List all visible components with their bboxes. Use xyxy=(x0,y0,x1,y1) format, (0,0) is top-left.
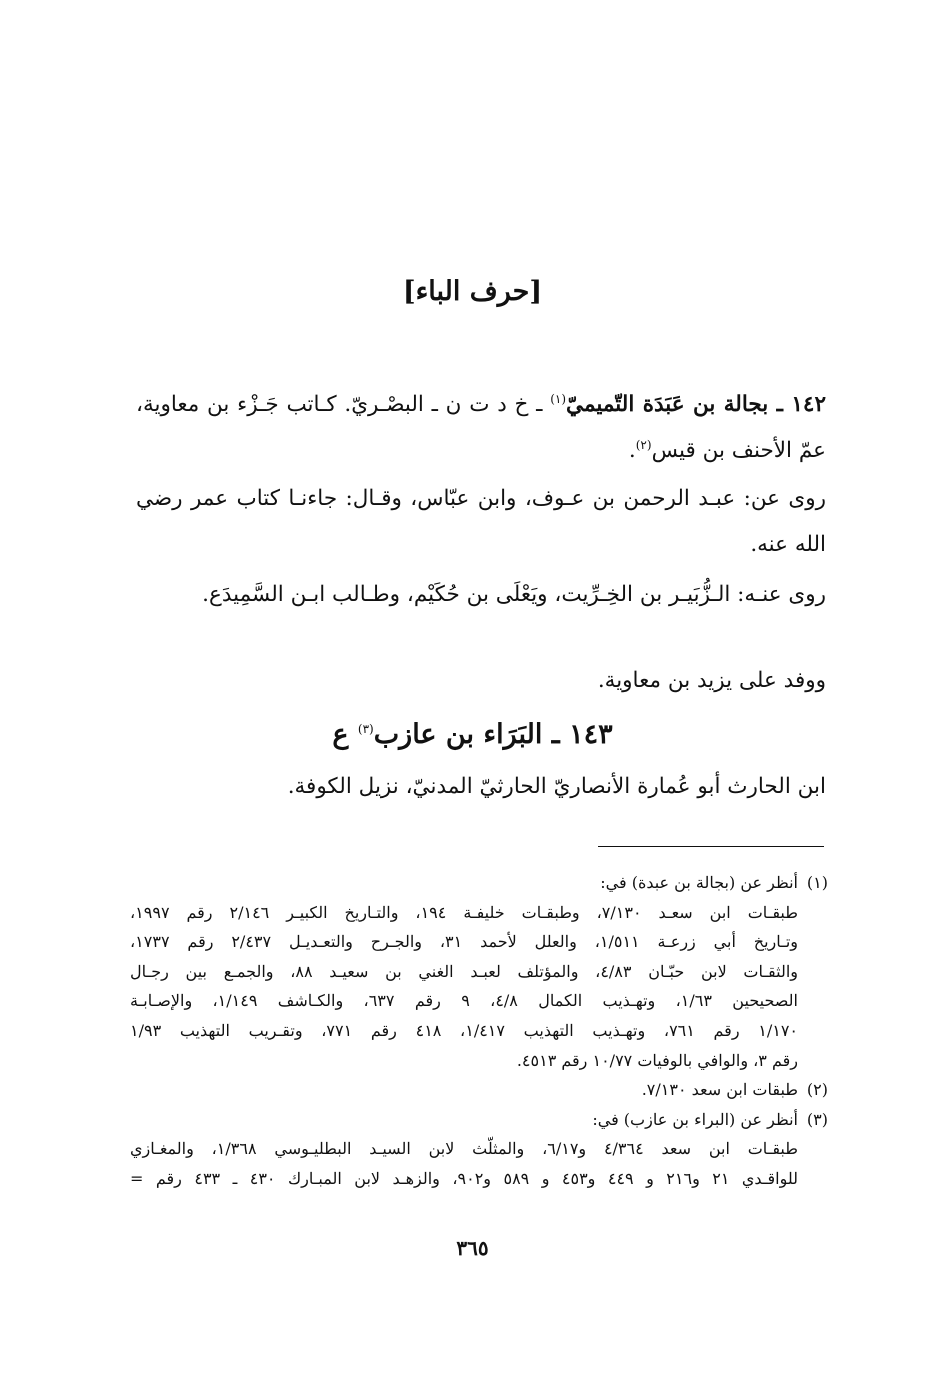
entry-142-intro-end: . xyxy=(628,438,636,463)
entry-143-heading xyxy=(0,712,945,758)
entry-142-narrated-from: روى عن: عبـد الرحمن بن عـوف، وابن عبّاس، وقـال: جاءنـا كتاب عمر رضي الله عنه. xyxy=(136,486,826,557)
footnote-separator xyxy=(598,846,824,847)
footnote-3-line: طبقـات ابن سعد ٤/٣٦٤ و٦/١٧، والمثلّث لابن السيـد البطليـوسي ١/٣٦٨، والمغـازي xyxy=(130,1139,798,1159)
footnote-1-line: رقم ٣، والوافي بالوفيات ١٠/٧٧ رقم ٤٥١٣. xyxy=(516,1050,798,1070)
footnote-1-number: (١) xyxy=(806,873,828,892)
entry-143-title: ١٤٣ ـ البَرَاء بن عازب xyxy=(373,719,613,750)
footnote-marker-1[interactable]: (١) xyxy=(550,391,567,406)
entry-143-siglum: ع xyxy=(332,719,358,750)
footnote-marker-2[interactable]: (٢) xyxy=(635,437,652,452)
page-number: ٣٦٥ xyxy=(456,1236,489,1260)
footnote-1-intro: أنظر عن (بجالة بن عبدة) في: xyxy=(600,873,798,892)
entry-142-intro: ـ خ د ت ن ـ البصْـريّ. كـاتب جَـزْء بن معاوية، عمّ الأحنف بن قيس xyxy=(136,392,826,463)
footnote-3-heading xyxy=(130,1105,828,1135)
entry-143-description: ابن الحارث أبو عُمارة الأنصاريّ الحارثيّ المدنيّ، نزيل الكوفة. xyxy=(287,774,826,799)
footnote-1-line: ١/١٧٠ رقم ٧٦١، وتهـذيب التهذيب ١/٤١٧، ٤١٨ رقم ٧٧١، وتقـريب التهذيب ١/٩٣ xyxy=(130,1020,799,1040)
footnote-1-line: طبقـات ابن سعـد ٧/١٣٠، وطبقـات خليفـة ١٩٤، والتـاريخ الكبيـر ٢/١٤٦ رقم ١٩٩٧، xyxy=(130,902,798,922)
entry-142-narrated-by: روى عنـه: الـزُّبَيـر بن الخِـرِّيت، ويَعْلَى بن حُكَيْم، وطـالب ابـن السَّمِيدَع. xyxy=(202,582,826,607)
footnote-2-text: طبقات ابن سعد ٧/١٣٠. xyxy=(641,1080,798,1100)
footnote-3-intro: أنظر عن (البراء بن عازب) في: xyxy=(592,1109,798,1129)
footnote-1-line: الصحيحين ١/٦٣، وتهـذيب الكمال ٤/٨، ٩ رقم ٦٣٧، والكـاشف ١/١٤٩، والإصـابـة xyxy=(130,991,798,1011)
footnote-3-line: للواقـدي ٢١ و٢١٦ و ٤٤٩ و٤٥٣ و ٥٨٩ و٩٠٢، والزهـد لابن المبـارك ٤٣٠ ـ ٤٣٣ رقم = xyxy=(130,1168,799,1188)
footnotes xyxy=(130,868,828,1194)
footnote-2 xyxy=(130,1075,828,1105)
footnote-1-line: وتـاريخ أبي زرعـة ١/٥١١، والعلل لأحمد ٣١، والجـرح والتعـديـل ٢/٤٣٧ رقم ١٧٣٧، xyxy=(130,932,799,952)
entry-142-header xyxy=(136,382,826,474)
footnote-2-number: (٢) xyxy=(806,1080,828,1100)
footnote-1-heading xyxy=(130,868,828,898)
section-heading: [حرف الباء] xyxy=(402,276,543,307)
entry-142-title: ١٤٢ ـ بجالة بن عَبَدَة التّميميّ xyxy=(566,392,826,417)
footnote-marker-3[interactable]: (٣) xyxy=(357,722,374,736)
entry-142-delegation: ووفد على يزيد بن معاوية. xyxy=(597,668,826,693)
footnote-1-line: والثقـات لابن حبّـان ٤/٨٣، والمؤتلف لعبـد الغني بن سعيـد ٨٨، والجمـع بين رجـال xyxy=(130,961,799,981)
footnote-3-number: (٣) xyxy=(806,1109,828,1129)
